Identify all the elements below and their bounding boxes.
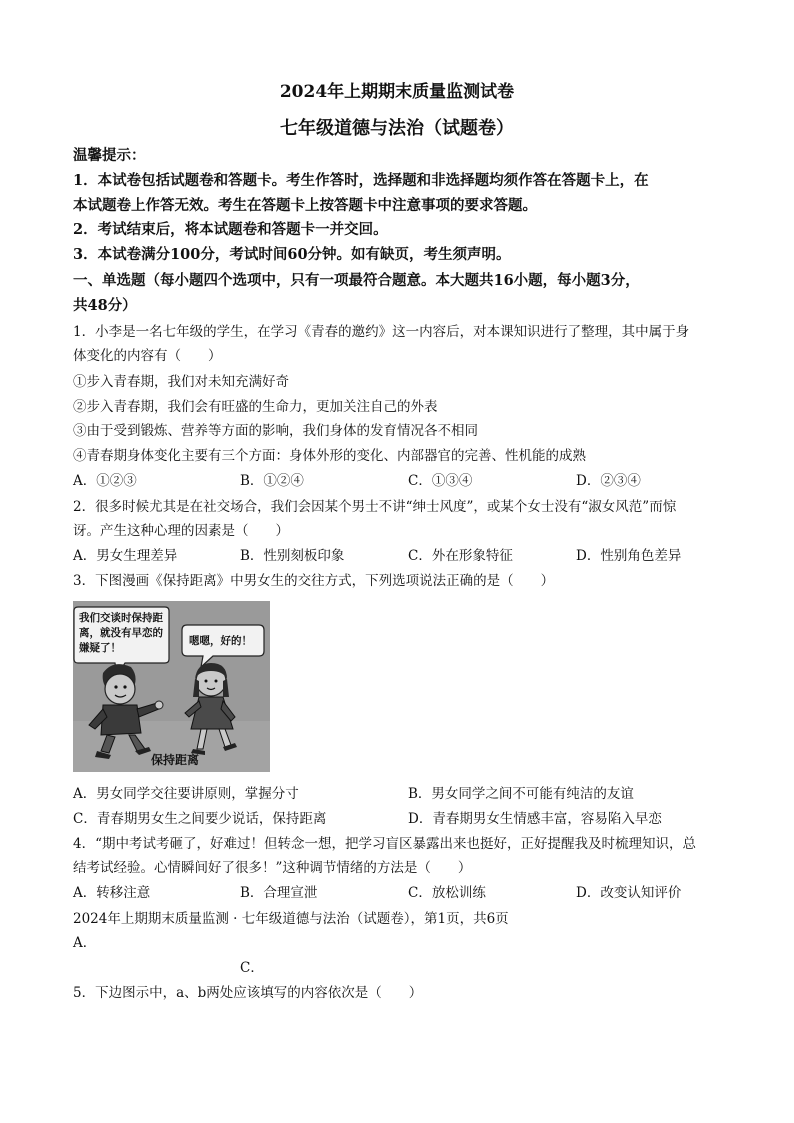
q3-option-a[interactable]: A．男女同学交往要讲原则，掌握分寸 — [73, 786, 299, 802]
q1-stem-line-2: 体变化的内容有（ ） — [73, 348, 222, 364]
q4-stem-line-2: 结考试经验。心情瞬间好了很多！”这种调节情绪的方法是（ ） — [73, 860, 472, 876]
q3-option-d[interactable]: D．青春期男女生情感丰富，容易陷入早恋 — [408, 811, 662, 827]
q4-stem-line-1: 4．“期中考试考砸了，好难过！但转念一想，把学习盲区暴露出来也挺好，正好提醒我及时梳理知识，总 — [73, 836, 696, 852]
comic-bubble-left — [79, 611, 169, 656]
q4-option-d[interactable]: D．改变认知评价 — [576, 885, 682, 901]
stray-option-a: A． — [73, 935, 97, 951]
q1-item-2: ②步入青春期，我们会有旺盛的生命力，更加关注自己的外表 — [73, 399, 438, 415]
comic-caption: 保持距离 — [151, 753, 200, 767]
exam-title: 2024年上期期末质量监测试卷 — [279, 82, 515, 102]
comic-keep-distance — [73, 601, 270, 772]
comic-bubble-left-line-3: 嫌疑了！ — [79, 642, 121, 654]
q2-option-d[interactable]: D．性别角色差异 — [576, 548, 682, 564]
page-footer: 2024年上期期末质量监测 · 七年级道德与法治（试题卷），第1页，共6页 — [73, 911, 509, 927]
q4-option-b[interactable]: B．合理宣泄 — [240, 885, 318, 901]
q3-option-b[interactable]: B．男女同学之间不可能有纯洁的友谊 — [408, 786, 634, 802]
q2-option-c[interactable]: C．外在形象特征 — [408, 548, 513, 564]
notice-item-2: 2．考试结束后，将本试题卷和答题卡一并交回。 — [73, 221, 388, 238]
q1-item-3: ③由于受到锻炼、营养等方面的影响，我们身体的发育情况各不相同 — [73, 423, 478, 439]
q2-option-a[interactable]: A．男女生理差异 — [73, 548, 178, 564]
q1-option-b[interactable]: B．①②④ — [240, 473, 304, 489]
q3-stem: 3．下图漫画《保持距离》中男女生的交往方式，下列选项说法正确的是（ ） — [73, 573, 555, 589]
q1-option-a[interactable]: A．①②③ — [73, 473, 137, 489]
section-heading-line-2: 共48分） — [73, 297, 137, 314]
q1-item-4: ④青春期身体变化主要有三个方面：身体外形的变化、内部器官的完善、性机能的成熟 — [73, 448, 586, 464]
q1-item-1: ①步入青春期，我们对未知充满好奇 — [73, 374, 289, 390]
comic-bubble-left-line-2: 离，就没有早恋的 — [79, 627, 163, 639]
q2-option-b[interactable]: B．性别刻板印象 — [240, 548, 345, 564]
stray-option-c: C． — [240, 960, 264, 976]
q4-option-c[interactable]: C．放松训练 — [408, 885, 486, 901]
q1-option-c[interactable]: C．①③④ — [408, 473, 473, 489]
exam-subtitle: 七年级道德与法治（试题卷） — [280, 118, 514, 139]
notice-item-1-line-1: 1．本试卷包括试题卷和答题卡。考生作答时，选择题和非选择题均须作答在答题卡上，在 — [73, 172, 649, 189]
q2-stem-line-1: 2．很多时候尤其是在社交场合，我们会因某个男士不讲“绅士风度”，或某个女士没有“淑女风范”而惊 — [73, 499, 677, 515]
notice-item-1-line-2: 本试题卷上作答无效。考生在答题卡上按答题卡中注意事项的要求答题。 — [73, 197, 537, 214]
comic-bubble-right: 嗯嗯，好的！ — [189, 635, 252, 647]
q2-stem-line-2: 讶。产生这种心理的因素是（ ） — [73, 523, 289, 539]
q4-option-a[interactable]: A．转移注意 — [73, 885, 151, 901]
comic-bubble-left-line-1: 我们交谈时保持距 — [79, 612, 163, 624]
q1-stem-line-1: 1．小李是一名七年级的学生，在学习《青春的邀约》这一内容后，对本课知识进行了整理，其中属于身 — [73, 324, 690, 340]
notice-heading: 温馨提示： — [73, 147, 146, 164]
q1-option-d[interactable]: D．②③④ — [576, 473, 641, 489]
q5-stem: 5．下边图示中，a、b两处应该填写的内容依次是（ ） — [73, 985, 423, 1001]
notice-item-3: 3．本试卷满分100分，考试时间60分钟。如有缺页，考生须声明。 — [73, 246, 511, 263]
section-heading-line-1: 一、单选题（每小题四个选项中，只有一项最符合题意。本大题共16小题，每小题3分， — [73, 272, 640, 289]
q3-option-c[interactable]: C．青春期男女生之间要少说话，保持距离 — [73, 811, 327, 827]
